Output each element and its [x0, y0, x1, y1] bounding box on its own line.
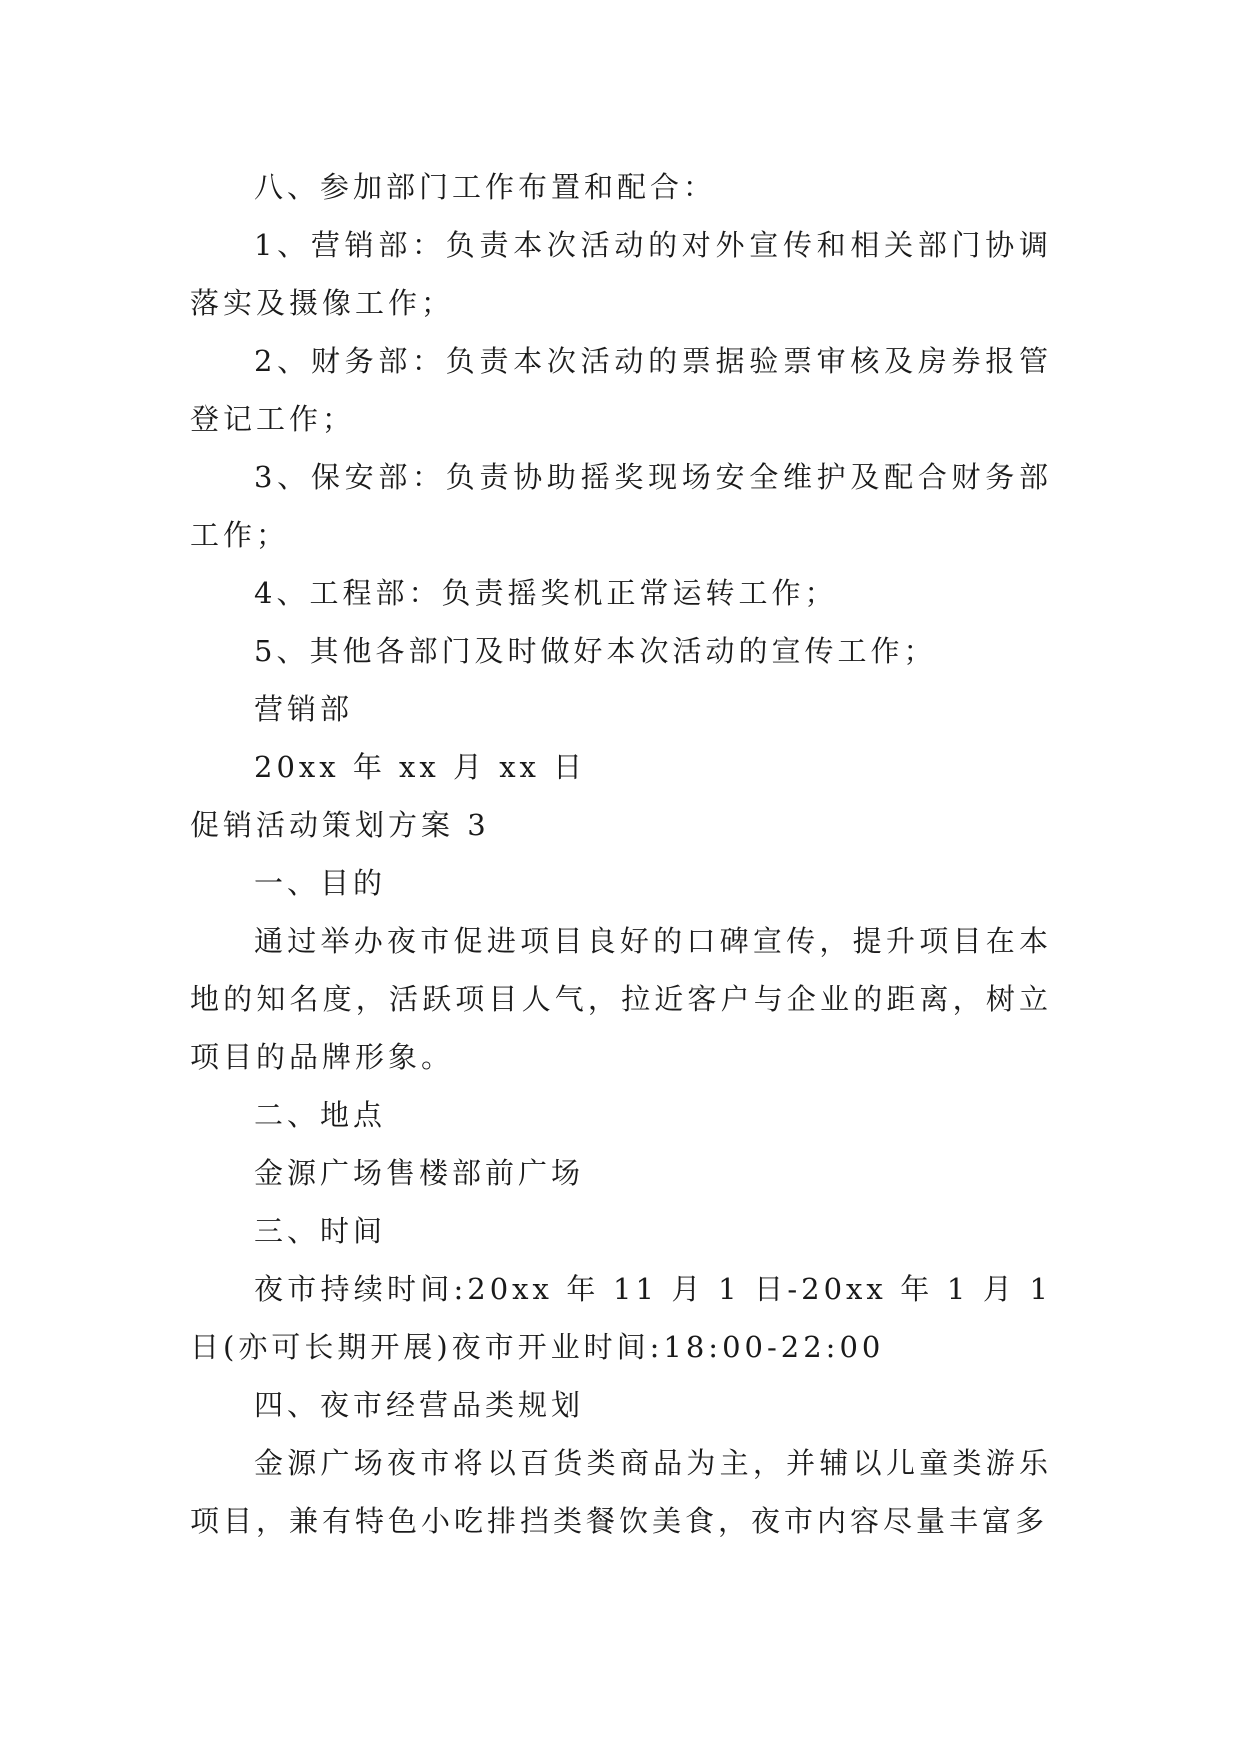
paragraph-purpose: 通过举办夜市促进项目良好的口碑宣传，提升项目在本地的知名度，活跃项目人气，拉近客户与企业的距离，树立项目的品牌形象。 — [190, 924, 1052, 1074]
paragraph-marketing-dept: 1、营销部：负责本次活动的对外宣传和相关部门协调落实及摄像工作； — [190, 228, 1052, 320]
section-heading-departments: 八、参加部门工作布置和配合： — [254, 170, 717, 204]
plan-title: 促销活动策划方案 3 — [190, 808, 490, 842]
section-heading-time: 三、时间 — [254, 1214, 387, 1248]
paragraph-categories: 金源广场夜市将以百货类商品为主，并辅以儿童类游乐项目，兼有特色小吃排挡类餐饮美食，夜市内容尽量丰富多 — [190, 1446, 1052, 1538]
paragraph-security-dept: 3、保安部：负责协助摇奖现场安全维护及配合财务部工作； — [190, 460, 1052, 552]
paragraph-other-depts: 5、其他各部门及时做好本次活动的宣传工作； — [254, 634, 937, 668]
signature-date: 20xx 年 xx 月 xx 日 — [254, 750, 587, 784]
section-heading-purpose: 一、目的 — [254, 866, 387, 900]
paragraph-location: 金源广场售楼部前广场 — [254, 1156, 585, 1190]
section-heading-categories: 四、夜市经营品类规划 — [254, 1388, 585, 1422]
paragraph-time: 夜市持续时间:20xx 年 11 月 1 日-20xx 年 1 月 1 日(亦可长期开展)夜市开业时间:18:00-22:00 — [190, 1272, 1052, 1364]
paragraph-engineering-dept: 4、工程部：负责摇奖机正常运转工作； — [254, 576, 838, 610]
paragraph-finance-dept: 2、财务部：负责本次活动的票据验票审核及房券报管登记工作； — [190, 344, 1052, 436]
section-heading-location: 二、地点 — [254, 1098, 387, 1132]
signature-department: 营销部 — [254, 692, 354, 726]
document-body — [190, 158, 1052, 1550]
